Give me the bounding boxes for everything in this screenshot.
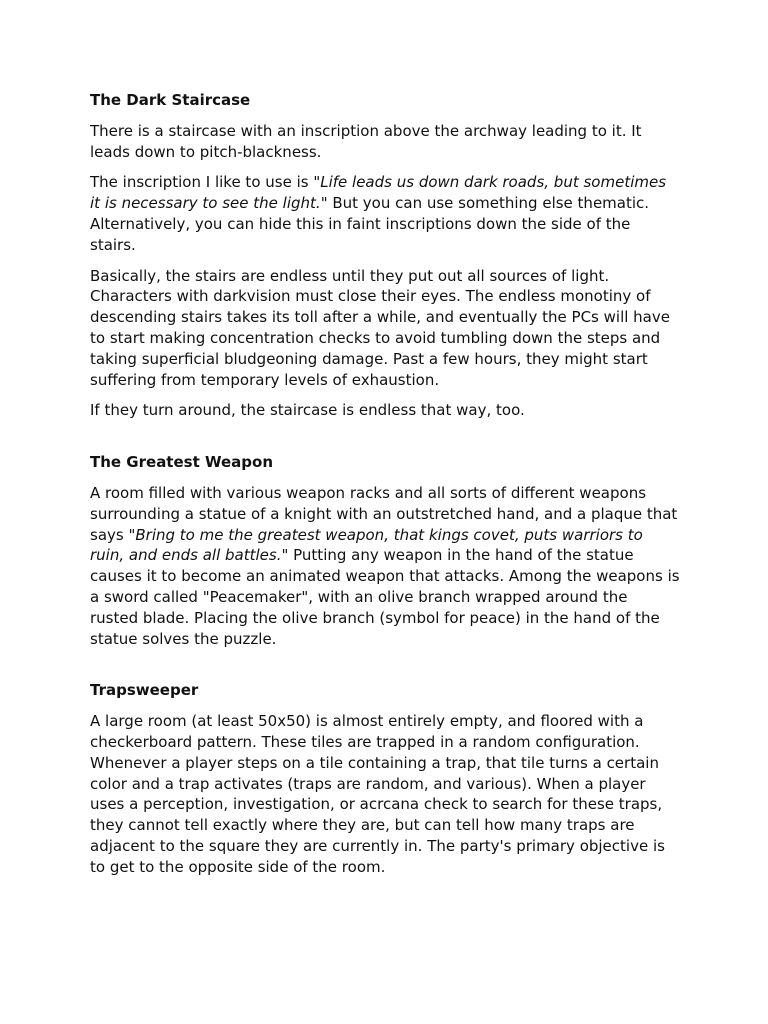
- text-run: The inscription I like to use is ": [90, 173, 321, 192]
- text-run: A room filled with various weapon racks and all sorts of different weapons surrounding a statue of a knight with an outstretched hand, and a plaque that says ": [90, 483, 678, 544]
- text-run: Basically, the stairs are endless until they put out all sources of light. Characters with darkvision must close their eyes. The endless monotiny of descending stairs takes its toll after a while, and eventually the PCs will have to start making concentration checks to avoid tumbling down the steps and taking superficial bludgeoning damage. Past a few hours, they might start suffering from temporary levels of exhaustion.: [90, 266, 670, 389]
- text-run: " But you can use something else thematic. Alternatively, you can hide this in faint inscriptions down the side of the stairs.: [90, 194, 650, 254]
- italic-plaque-text: Bring to me the greatest weapon, that kings covet, puts warriors to ruin, and ends all battles.: [90, 525, 643, 565]
- paragraph: [90, 711, 680, 877]
- paragraph: [90, 266, 680, 391]
- text-run: " Putting any weapon in the hand of the statue causes it to become an animated weapon that attacks. Among the weapons is a sword called "Peacemaker", with an olive branch wrapped around the rusted blade. Placing the olive branch (symbol for peace) in the hand of the statue solves the puzzle.: [90, 546, 680, 648]
- section-title: Trapsweeper: [90, 681, 199, 700]
- section-greatest-weapon: [90, 452, 680, 649]
- document-page: [90, 90, 680, 888]
- text-run: There is a staircase with an inscription above the archway leading to it. It leads down to pitch-blackness.: [90, 121, 642, 161]
- italic-inscription: Life leads us down dark roads, but sometimes it is necessary to see the light.: [90, 173, 667, 213]
- text-run: A large room (at least 50x50) is almost entirely empty, and floored with a checkerboard pattern. These tiles are trapped in a random configuration. Whenever a player steps on a tile containing a trap, that tile turns a certain color and a trap activates (traps are random, and various). When a player uses a perception, investigation, or acrcana check to search for these traps, they cannot tell exactly where they are, but can tell how many traps are adjacent to the square they are currently in. The party's primary objective is to get to the opposite side of the room.: [90, 712, 665, 876]
- section-dark-staircase: [90, 90, 680, 421]
- section-trapsweeper: [90, 680, 680, 877]
- section-title: The Greatest Weapon: [90, 453, 274, 472]
- paragraph: [90, 172, 680, 255]
- paragraph: [90, 400, 680, 421]
- section-title: The Dark Staircase: [90, 91, 251, 109]
- text-run: If they turn around, the staircase is endless that way, too.: [90, 401, 525, 420]
- paragraph: [90, 483, 680, 649]
- paragraph: [90, 121, 680, 163]
